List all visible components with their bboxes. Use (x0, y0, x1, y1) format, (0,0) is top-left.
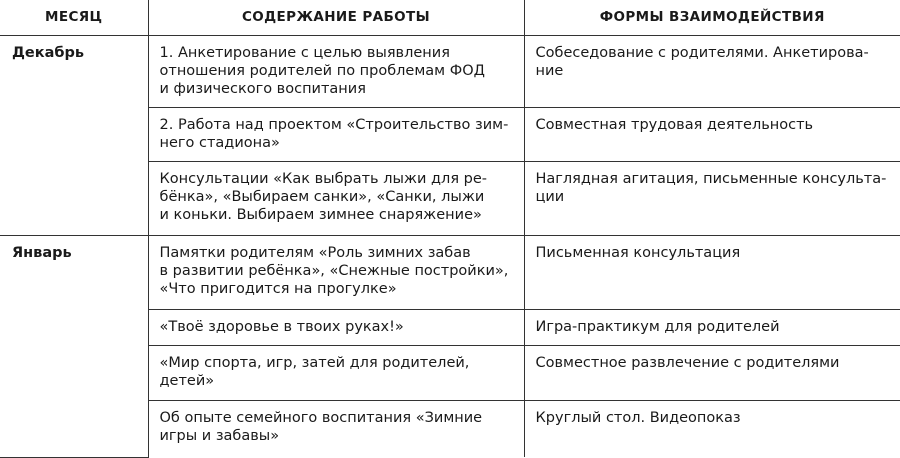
content-cell (148, 107, 524, 161)
content-line: него стадиона» (159, 134, 280, 151)
content-line: отношения родителей по проблемам ФОД (159, 62, 485, 79)
content-line: в развитии ребёнка», «Снежные постройки», (159, 262, 509, 279)
content-cell (148, 345, 524, 400)
content-cell (148, 309, 524, 345)
table-row (0, 35, 900, 107)
form-line: Игра-практикум для родителей (535, 318, 780, 335)
content-cell (148, 235, 524, 309)
content-line: бёнка», «Выбираем санки», «Санки, лыжи (159, 188, 485, 205)
header-month: МЕСЯЦ (0, 0, 148, 35)
form-cell (524, 107, 900, 161)
form-cell (524, 400, 900, 457)
form-cell (524, 345, 900, 400)
content-cell (148, 400, 524, 457)
content-line: «Твоё здоровье в твоих руках!» (159, 318, 404, 335)
form-line: Письменная консультация (535, 244, 741, 261)
content-line: 2. Работа над проектом «Строительство зим- (159, 116, 509, 133)
content-line: Консультации «Как выбрать лыжи для ре- (159, 170, 488, 187)
form-line: Совместное развлечение с родителями (535, 354, 840, 371)
form-cell (524, 161, 900, 235)
form-line: Наглядная агитация, письменные консульта- (535, 170, 887, 187)
form-line: Совместная трудовая деятельность (535, 116, 814, 133)
content-line: Об опыте семейного воспитания «Зимние (159, 409, 483, 426)
content-line: игры и забавы» (159, 427, 280, 444)
form-line: ции (535, 188, 565, 205)
month-december: Декабрь (0, 35, 148, 235)
content-cell (148, 161, 524, 235)
content-line: и коньки. Выбираем зимнее снаряжение» (159, 206, 482, 223)
header-row (0, 0, 900, 35)
content-line: Памятки родителям «Роль зимних забав (159, 244, 471, 261)
form-cell (524, 35, 900, 107)
header-forms: ФОРМЫ ВЗАИМОДЕЙСТВИЯ (524, 0, 900, 35)
content-line: 1. Анкетирование с целью выявления (159, 44, 450, 61)
form-cell (524, 309, 900, 345)
content-line: и физического воспитания (159, 80, 366, 97)
content-line: «Что пригодится на прогулке» (159, 280, 397, 297)
form-line: Круглый стол. Видеопоказ (535, 409, 741, 426)
content-line: «Мир спорта, игр, затей для родителей, (159, 354, 470, 371)
table-row (0, 235, 900, 309)
content-line: детей» (159, 372, 215, 389)
header-content: СОДЕРЖАНИЕ РАБОТЫ (148, 0, 524, 35)
form-cell (524, 235, 900, 309)
content-cell (148, 35, 524, 107)
form-line: ние (535, 62, 564, 79)
form-line: Собеседование с родителями. Анкетирова- (535, 44, 869, 61)
month-january: Январь (0, 235, 148, 457)
